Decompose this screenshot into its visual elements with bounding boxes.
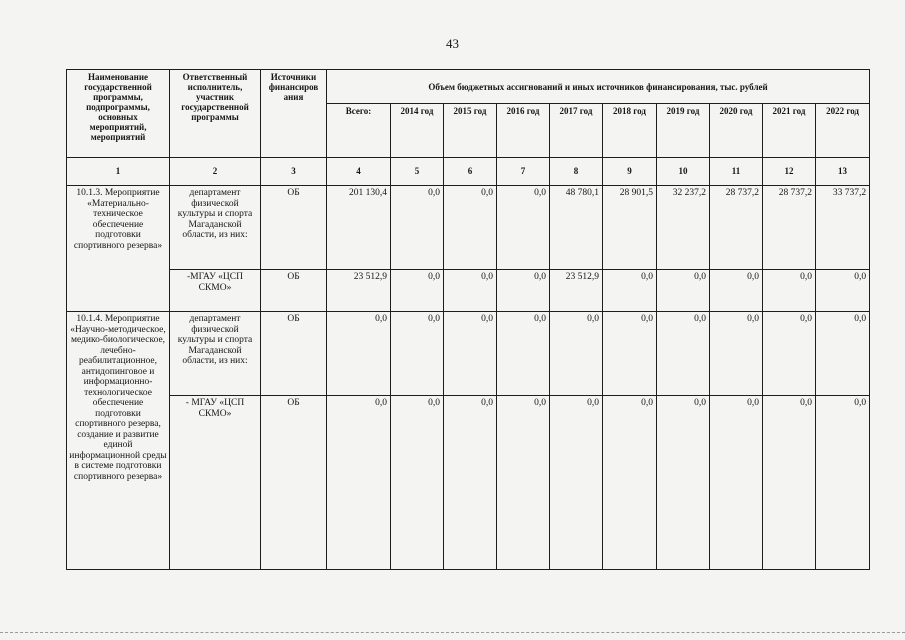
column-index: 8 [550, 158, 603, 186]
column-index: 4 [327, 158, 391, 186]
source-cell: ОБ [261, 312, 327, 396]
value-cell: 32 237,2 [657, 186, 710, 270]
header-executor: Ответственный исполнитель, участник государственной программы [170, 70, 261, 158]
value-cell: 0,0 [603, 270, 657, 312]
value-cell: 0,0 [444, 312, 497, 396]
value-cell: 23 512,9 [327, 270, 391, 312]
value-cell: 0,0 [710, 396, 763, 570]
value-cell: 0,0 [391, 312, 444, 396]
source-cell: ОБ [261, 270, 327, 312]
header-year: 2017 год [550, 104, 603, 158]
value-cell: 0,0 [657, 270, 710, 312]
value-cell: 0,0 [816, 312, 870, 396]
value-cell: 33 737,2 [816, 186, 870, 270]
value-cell: 0,0 [391, 186, 444, 270]
value-cell: 0,0 [710, 270, 763, 312]
value-cell: 0,0 [497, 186, 550, 270]
header-year: 2019 год [657, 104, 710, 158]
value-cell: 0,0 [816, 270, 870, 312]
column-index: 6 [444, 158, 497, 186]
value-cell: 0,0 [327, 396, 391, 570]
value-cell: 0,0 [550, 396, 603, 570]
column-index: 10 [657, 158, 710, 186]
value-cell: 28 901,5 [603, 186, 657, 270]
column-index-row [67, 158, 870, 186]
value-cell: 28 737,2 [710, 186, 763, 270]
table-row [67, 270, 870, 312]
header-source: Источники финансиров ания [261, 70, 327, 158]
page-number: 43 [446, 36, 459, 51]
value-cell: 28 737,2 [763, 186, 816, 270]
column-index: 5 [391, 158, 444, 186]
header-year: 2020 год [710, 104, 763, 158]
header-row-1 [67, 70, 870, 104]
value-cell: 0,0 [603, 396, 657, 570]
column-index: 11 [710, 158, 763, 186]
header-year: 2021 год [763, 104, 816, 158]
value-cell: 48 780,1 [550, 186, 603, 270]
value-cell: 0,0 [444, 270, 497, 312]
executor-cell: -МГАУ «ЦСП СКМО» [170, 270, 261, 312]
measure-name: 10.1.3. Мероприятие «Материально-техническое обеспечение подготовки спортивного резерва» [67, 186, 170, 312]
column-index: 1 [67, 158, 170, 186]
column-index: 13 [816, 158, 870, 186]
budget-table [66, 69, 870, 570]
value-cell: 0,0 [550, 312, 603, 396]
column-index: 12 [763, 158, 816, 186]
executor-cell: - МГАУ «ЦСП СКМО» [170, 396, 261, 570]
table-row [67, 312, 870, 396]
value-cell: 0,0 [657, 396, 710, 570]
value-cell: 0,0 [444, 396, 497, 570]
executor-cell: департамент физической культуры и спорта Магаданской области, из них: [170, 312, 261, 396]
scan-edge-divider [0, 632, 905, 633]
header-year: 2015 год [444, 104, 497, 158]
value-cell: 0,0 [816, 396, 870, 570]
header-year: Всего: [327, 104, 391, 158]
value-cell: 0,0 [763, 396, 816, 570]
header-year: 2018 год [603, 104, 657, 158]
value-cell: 0,0 [763, 312, 816, 396]
header-year: 2014 год [391, 104, 444, 158]
value-cell: 0,0 [497, 396, 550, 570]
header-volume: Объем бюджетных ассигнований и иных источников финансирования, тыс. рублей [327, 70, 870, 104]
measure-name: 10.1.4. Мероприятие «Научно-методическое, медико-биологическое, лечебно-реабилитационное, антидопинговое и информационно-технологическое обеспечение подготовки спортивного резерва, создание и развитие единой информационной среды в системе подготовки спортивного резерва» [67, 312, 170, 570]
column-index: 9 [603, 158, 657, 186]
column-index: 2 [170, 158, 261, 186]
column-index: 3 [261, 158, 327, 186]
column-index: 7 [497, 158, 550, 186]
header-year: 2016 год [497, 104, 550, 158]
value-cell: 0,0 [497, 312, 550, 396]
value-cell: 0,0 [710, 312, 763, 396]
value-cell: 23 512,9 [550, 270, 603, 312]
source-cell: ОБ [261, 396, 327, 570]
value-cell: 0,0 [444, 186, 497, 270]
value-cell: 0,0 [657, 312, 710, 396]
value-cell: 0,0 [763, 270, 816, 312]
header-year: 2022 год [816, 104, 870, 158]
executor-cell: департамент физической культуры и спорта Магаданской области, из них: [170, 186, 261, 270]
value-cell: 0,0 [327, 312, 391, 396]
value-cell: 0,0 [603, 312, 657, 396]
value-cell: 0,0 [391, 396, 444, 570]
value-cell: 0,0 [391, 270, 444, 312]
table-row [67, 396, 870, 570]
table-row [67, 186, 870, 270]
value-cell: 0,0 [497, 270, 550, 312]
value-cell: 201 130,4 [327, 186, 391, 270]
header-name: Наименование государственной программы, подпрограммы, основных мероприятий, мероприятий [67, 70, 170, 158]
source-cell: ОБ [261, 186, 327, 270]
